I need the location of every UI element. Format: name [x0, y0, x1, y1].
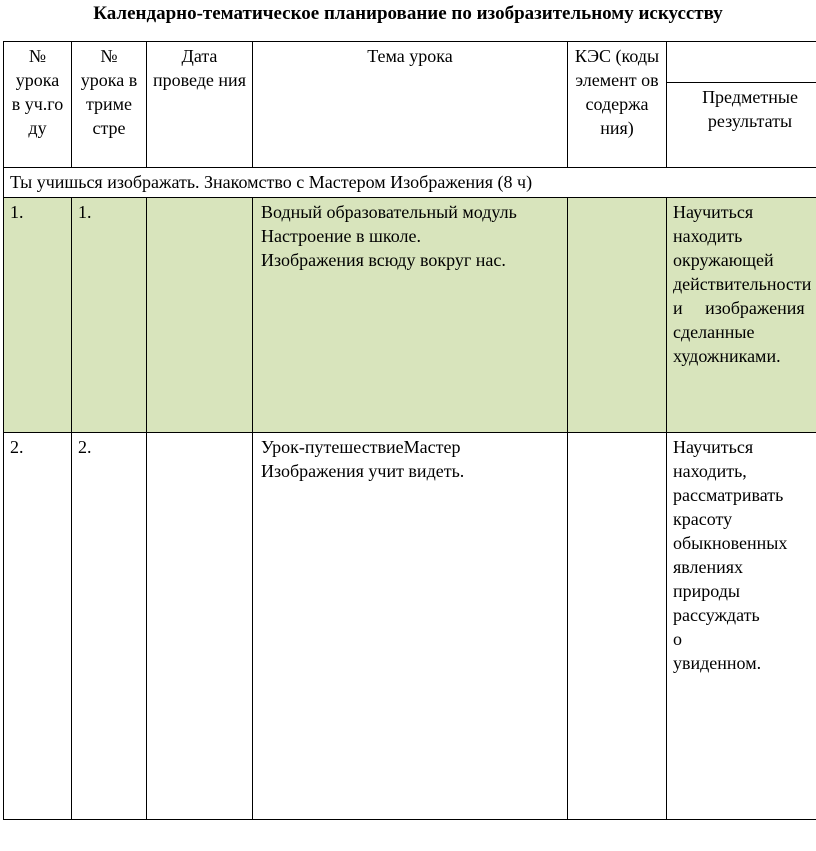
row-1-result-line: сделанные [673, 322, 755, 342]
row-2-result-line: явлениях [673, 557, 744, 577]
row-2-topic [253, 433, 568, 820]
row-2-result-line: рассуждать о [673, 605, 760, 649]
planning-table [3, 41, 816, 820]
row-1-result-line: действительности [673, 274, 812, 294]
row-1-date [147, 198, 253, 433]
row-2-result-line: обыкновенных [673, 533, 788, 553]
row-2-topic-line: Изображения учит видеть. [261, 461, 465, 481]
header-lesson-term: № урока в триме стре [72, 42, 147, 168]
row-2-results [667, 433, 816, 820]
header-kes: КЭС (коды элемент ов содержа ния) [568, 42, 667, 168]
section-title: Ты учишься изображать. Знакомство с Мастером Изображения (8 ч) [4, 168, 816, 198]
row-1-topic-line: Водный образовательный модуль [261, 202, 517, 222]
row-1-result-line: художниками. [673, 346, 781, 366]
header-results-cell [667, 42, 816, 168]
row-2-num-year: 2. [4, 433, 72, 820]
row-1-result-line: Научиться [673, 202, 754, 222]
row-1-num-year: 1. [4, 198, 72, 433]
row-1-kes [568, 198, 667, 433]
header-lesson-year: № урока в уч.го ду [4, 42, 72, 168]
row-1-num-term: 1. [72, 198, 147, 433]
row-1-result-line: находить [673, 226, 743, 246]
header-results-top [667, 42, 816, 83]
row-2-result-line: природы [673, 581, 740, 601]
row-2-date [147, 433, 253, 820]
row-2-result-line: красоту [673, 509, 733, 529]
row-1-result-line: и изображения [673, 298, 805, 318]
row-2-result-line: Научиться [673, 437, 754, 457]
row-1-topic-line: Настроение в школе. [261, 226, 421, 246]
row-1-result-line: окружающей [673, 250, 774, 270]
header-topic: Тема урока [253, 42, 568, 168]
row-1-results [667, 198, 816, 433]
header-date: Дата проведе ния [147, 42, 253, 168]
table-row [4, 198, 816, 433]
row-2-topic-line: Урок-путешествиеМастер [261, 437, 461, 457]
table-row [4, 433, 816, 820]
row-1-topic-line: Изображения всюду вокруг нас. [261, 250, 506, 270]
row-2-kes [568, 433, 667, 820]
row-2-result-line: рассматривать [673, 485, 784, 505]
header-subject-results: Предметные результаты [702, 87, 798, 131]
row-1-topic [253, 198, 568, 433]
document-title: Календарно-тематическое планирование по изобразительному искусству [93, 3, 723, 24]
row-2-num-term: 2. [72, 433, 147, 820]
row-2-result-line: увиденном. [673, 653, 762, 673]
header-row [4, 42, 816, 168]
row-2-result-line: находить, [673, 461, 747, 481]
section-row [4, 168, 816, 198]
